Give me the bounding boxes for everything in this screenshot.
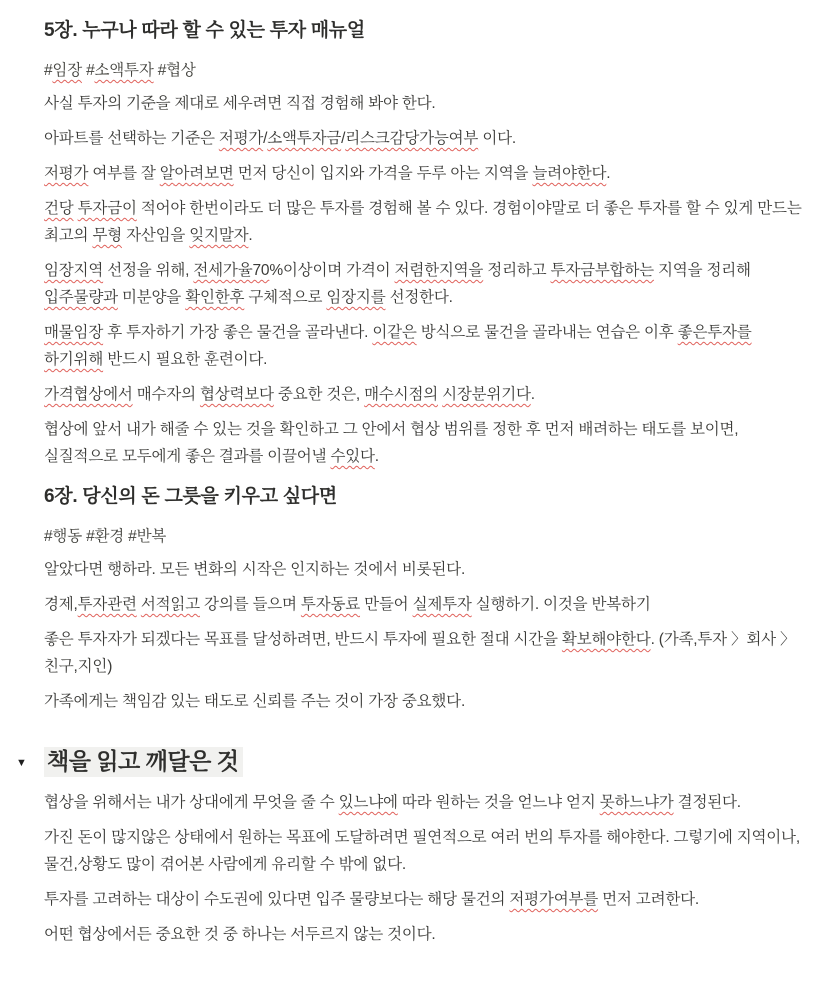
paragraph [44,789,810,816]
text-run: 반드시 필요한 훈련이다. [103,351,268,368]
misspelled-text: 좋은투자를 [677,324,752,341]
text-run: . [248,227,253,244]
paragraph [44,90,810,117]
misspelled-text: 건당 [44,200,74,217]
misspelled-text: 확보해야한다 [561,631,651,648]
text-run: 어떤 협상에서든 중요한 것 중 하나는 서두르지 않는 것이다. [44,926,436,943]
text-run: 사실 투자의 기준을 제대로 세우려면 직접 경험해 봐야 한다. [44,95,436,112]
text-run: 구체적으로 [244,289,327,306]
paragraph [44,556,810,583]
text-run: 매수자의 [132,386,200,403]
text-run: 먼저 당신이 입지와 가격을 두루 아는 지역을 [233,165,533,182]
misspelled-text: 저평가 [44,165,89,182]
text-run: 자산임을 [121,227,190,244]
misspelled-text: 리스크감당가능여부 [345,130,479,147]
insights-heading [44,745,243,777]
misspelled-text: 매수시점의 [364,386,438,403]
misspelled-text: 저렴한지역을 [394,262,484,279]
chapter6-tags [44,523,810,550]
misspelled-text: 무형 [92,227,122,244]
misspelled-text: 하기위해 [44,351,104,368]
chapter6-heading: 6장. 당신의 돈 그릇을 키우고 싶다면 [44,486,337,507]
misspelled-text: 시장분위기다 [442,386,531,403]
text-run: %이상이며 가격이 [269,262,395,279]
misspelled-text: 이같은 [372,324,417,341]
text-run: # [44,62,53,79]
text-run: 협상을 위해서는 내가 상대에게 무엇을 줄 수 [44,794,339,811]
text-run: #행동 #환경 #반복 [44,528,167,545]
insights-heading-highlight: 책을 읽고 깨달은 것 [44,747,243,777]
paragraph [44,824,810,878]
misspelled-text: 확인한후 [185,289,245,306]
misspelled-text: 저평가여부를 [509,891,599,908]
text-run: / [263,130,268,147]
misspelled-text: 협상력보다 [199,386,274,403]
text-run: #협상 [153,62,196,79]
text-run: 투자를 고려하는 대상이 수도권에 있다면 입주 물량보다는 해당 물건의 [44,891,510,908]
misspelled-text: 소액투자금 [267,130,342,147]
paragraph [44,886,810,913]
text-run: 가진 돈이 많지않은 상태에서 원하는 목표에 도달하려면 필연적으로 여러 번의 투자를 해야한다. 그렇기에 지역이나, 물건,상황도 많이 겪어본 사람에게 유리할 수 밖에 없다. [44,829,800,873]
text-run: 좋은 투자자가 되겠다는 목표를 달성하려면, 반드시 투자에 필요한 절대 시간을 [44,631,562,648]
misspelled-text: 수있다 [330,448,375,465]
text-run: . (가족,투자 〉회사 〉친구,지인) [44,631,796,675]
text-run: 방식으로 물건을 골라내는 연습은 이후 [416,324,678,341]
text-run: 선정한다. [385,289,453,306]
text-run: 가족에게는 책임감 있는 태도로 신뢰를 주는 것이 가장 중요했다. [44,693,466,710]
paragraph [44,125,810,152]
text-run: 먼저 고려한다. [598,891,699,908]
text-run: 경제, [44,596,78,613]
misspelled-text: 임장지를 [326,289,386,306]
misspelled-text: 투자동료 [300,596,361,613]
misspelled-text: 소액투자 [94,62,154,79]
text-run: 미분양을 [117,289,186,306]
paragraph [44,416,810,470]
misspelled-text: 실제투자 [412,596,472,613]
misspelled-text: 임장지역 [44,262,104,279]
text-run: . [530,386,535,403]
text-run: 결정된다. [673,794,741,811]
misspelled-text: 늘려야한다 [532,165,607,182]
misspelled-text: 알아려보면 [159,165,234,182]
toggle-open-icon[interactable]: ▼ [16,757,27,769]
misspelled-text: 있느냐에 [338,794,398,811]
paragraph [44,160,810,187]
text-run: 후 투자하기 가장 좋은 물건을 골라낸다. [103,324,373,341]
paragraph [44,591,810,618]
text-run: 이다. [478,130,516,147]
misspelled-text: 잊지말자 [189,227,249,244]
text-run: 아파트를 선택하는 기준은 [44,130,219,147]
chapter5-heading: 5장. 누구나 따라 할 수 있는 투자 매뉴얼 [44,20,365,41]
text-run: 만들어 [360,596,413,613]
text-run: 선정을 위해, [103,262,194,279]
paragraph [44,688,810,715]
paragraph [44,381,810,408]
chapter5-tags [44,57,810,84]
misspelled-text: 전세가율70 [193,262,270,279]
text-run: 중요한 것은, [273,386,365,403]
paragraph [44,319,810,373]
paragraph [44,195,810,249]
text-run: 지역을 정리해 [653,262,751,279]
text-run: 여부를 잘 [88,165,160,182]
misspelled-text: 서적읽고 [140,596,200,613]
toggle-heading-row [16,745,810,777]
text-run: # [81,62,95,79]
text-run: . [606,165,611,182]
paragraph [44,921,810,948]
text-run: 따라 원하는 것을 얻느냐 얻지 [397,794,600,811]
text-run: . [374,448,379,465]
misspelled-text: 투자관련 [77,596,137,613]
toggle-content [44,789,810,948]
text-run: 정리하고 [483,262,551,279]
paragraph [44,626,810,680]
misspelled-text: 저평가 [218,130,264,147]
text-run: 알았다면 행하라. 모든 변화의 시작은 인지하는 것에서 비롯된다. [44,561,466,578]
misspelled-text: 가격협상에서 [44,386,133,403]
text-run: / [341,130,346,147]
text-run: 협상에 앞서 내가 해줄 수 있는 것을 확인하고 그 안에서 협상 범위를 정한 후 먼저 배려하는 태도를 보이면, 실질적으로 모두에게 좋은 결과를 이끌어낼 [44,421,739,465]
misspelled-text: 투자금부합하는 [550,262,654,279]
text-run: 적어야 한번이라도 더 많은 투자를 경험해 볼 수 있다. 경험이야말로 더 좋은 투자를 할 수 있게 만드는 최고의 [44,200,802,244]
misspelled-text: 임장 [52,62,82,79]
misspelled-text: 입주물량과 [44,289,118,306]
misspelled-text: 못하느냐가 [599,794,674,811]
paragraph [44,257,810,311]
misspelled-text: 투자금이 [77,200,137,217]
text-run: 강의를 들으며 [199,596,301,613]
text-run: 실행하기. 이것을 반복하기 [471,596,651,613]
misspelled-text: 매물임장 [44,324,104,341]
